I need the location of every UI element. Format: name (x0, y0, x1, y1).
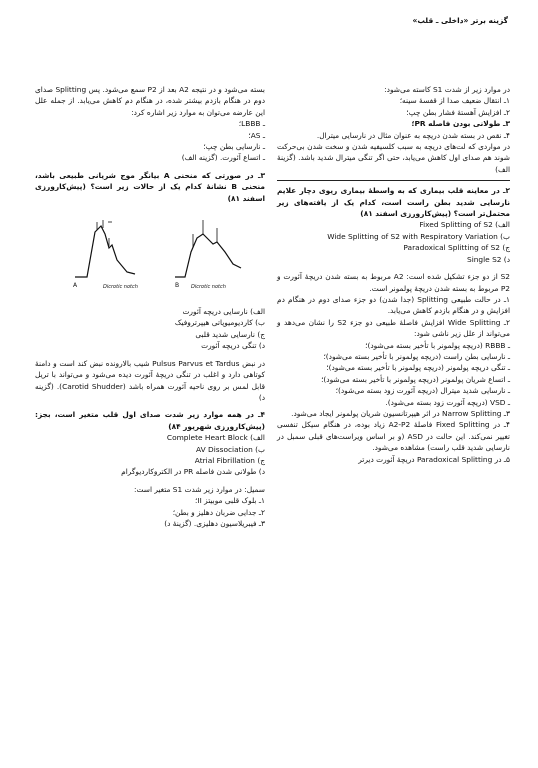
list-item: ـ اتساع آئورت. (گزینه الف) (181, 153, 265, 163)
option-c: ج) نارسایی شدید قلبی (195, 329, 265, 339)
answer-paragraph: ۳ـ Narrow Splitting در اثر هیپرتانسیون شریان پولمونر ایجاد می‌شود. (291, 408, 510, 418)
option-b: Wide Splitting of S2 with Respiratory Variation (ب (327, 231, 510, 241)
question-2: ۲ـ در معاینه قلب بیماری که به واسطهٔ بیماری ریوی دچار علایم نارسایی شدید بطن راست است، کدام یک از یافته‌های زیر محتمل‌تر است؟ (پیش‌کارورزی اسفند ۸۱) (277, 186, 510, 219)
option-a: الف) نارسایی دریچه آئورت (182, 307, 265, 317)
list-item: ـ LBBB؛ (238, 119, 265, 129)
option-d: د) تنگی دریچه آئورت (201, 341, 265, 351)
curve-a (75, 220, 135, 277)
dicrotic-notch-caption-b: Dicrotic notch (191, 284, 226, 291)
option-d: Single S2 (د (467, 254, 510, 264)
option-c: Atrial Fibrillation (ج (194, 455, 265, 465)
answer-paragraph: ـ نارسایی بطن راست (دریچه پولمونر با تأخیر بسته می‌شود)؛ (323, 351, 510, 361)
q4-answer-intro: سمیل: در موارد زیر شدت S1 متغیر است: (134, 484, 265, 494)
left-column (35, 84, 265, 529)
question-4: ۴ـ در همه موارد زیر شدت صدای اول قلب متغیر است، بجز: (پیش‌کارورزی شهریور ۸۴) (35, 410, 265, 431)
answer-paragraph: ـ نارسایی شدید میترال (دریچه آئورت زود بسته می‌شود)؛ (335, 386, 510, 396)
option-d: د) طولانی شدن فاصله PR در الکتروکاردیوگرام (121, 467, 265, 477)
list-item: ـ AS؛ (248, 130, 265, 140)
answer-paragraph: ـ تنگی دریچه پولمونر (دریچه پولمونر با تأخیر بسته می‌شود)؛ (326, 363, 510, 373)
dicrotic-notch-caption-a: Dicrotic notch (103, 284, 138, 291)
answer-paragraph: ـ VSD (دریچه آئورت زود بسته می‌شود). (385, 397, 510, 407)
q3-answer: در نبض Pulsus Parvus et Tardus شیب بالارونده نبض کند است و دامنهٔ کوتاهی دارد و اغلب در تنگی دریچهٔ آئورت دیده می‌شود و می‌تواند با تریل قابل لمس بر روی ناحیه آئورت همراه باشد (Carotid Shudder). (گزینه د) (35, 358, 266, 402)
curve-b (175, 220, 241, 277)
answer-paragraph: ۲ـ Wide Splitting افزایش فاصلهٔ طبیعی دو جزء S2 را نشان می‌دهد و می‌تواند از علل زیر ناشی شود: (277, 317, 511, 339)
list-item: ۳ـ فیبریلاسیون دهلیزی. (گزینهٔ د) (164, 518, 265, 528)
option-c: Paradoxical Splitting of S2 (ج (403, 243, 510, 253)
option-a: Complete Heart Block (الف (166, 433, 265, 443)
right-column (277, 84, 510, 465)
continuation-text: بسته می‌شود و در نتیجه A2 بعد از P2 سمع می‌شود. پس Splitting صدای دوم در هنگام بازدم بیشتر شده، در هنگام دم کاهش می‌یابد. از جمله علل این عارضه می‌توان به موارد زیر اشاره کرد: (35, 85, 265, 117)
curve-b-label: B (175, 282, 180, 290)
option-a: Fixed Splitting of S2 (الف (419, 220, 510, 230)
divider (277, 180, 510, 181)
pulse-waveform-figure (35, 212, 265, 302)
option-b: AV Dissociation (ب (196, 444, 265, 454)
list-item: ـ نارسایی بطن چپ؛ (203, 142, 265, 152)
list-item: ۳ـ طولانی بودن فاصله PR؛ (411, 119, 510, 129)
list-item: ۱ـ انتقال ضعیف صدا از قفسهٔ سینه؛ (399, 96, 510, 106)
page-header: گزینه برتر «داخلی ـ قلب» (412, 16, 508, 25)
answer-paragraph: S2 از دو جزء تشکیل شده است: A2 مربوط به بسته شدن دریچهٔ آئورت و P2 مربوط به بسته شدن دریچهٔ پولمونر است. (277, 272, 511, 293)
option-b: ب) کاردیومیوپاتی هیپرتروفیک (174, 318, 265, 328)
pulse-waveform-svg (35, 212, 265, 302)
list-item: ۲ـ جدایی ضربان دهلیز و بطن؛ (172, 507, 265, 517)
answer-paragraph: ـ RBBB (دریچه پولمونر با تأخیر بسته می‌شود)؛ (365, 340, 510, 350)
curve-a-label: A (73, 282, 78, 290)
answer-paragraph: ـ اتساع شریان پولمونر (دریچه پولمونر با تأخیر بسته می‌شود)؛ (321, 374, 510, 384)
list-item: ۴ـ نقص در بسته شدن دریچه به عنوان مثال در نارسایی میترال. (316, 130, 510, 140)
answer-paragraph: ۴ـ در Fixed Splitting فاصلهٔ A2-P2 زیاد بوده، در هنگام سیکل تنفسی تغییر نمی‌کند. این حالت در ASD (و بر اساس ویراست‌های قبلی سمبل در نارسایی شدید قلب راست) مشاهده می‌شود. (277, 420, 510, 453)
answer-paragraph: ۵ـ در Paradoxical Splitting دریچهٔ آئورت دیرتر (358, 454, 510, 464)
q-intro: در موارد زیر از شدت S1 کاسته می‌شود: (384, 85, 510, 94)
list-item: ۲ـ افزایش آهستهٔ فشار بطن چپ؛ (406, 107, 510, 117)
conclusion-text: در مواردی که لت‌های دریچه به سبب کلسیفیه شدن و سخت شدن بی‌حرکت شوند هم صدای اول کاهش می‌یابد، حتی اگر تنگی میترال شدید باشد. (گزینهٔ الف) (277, 142, 510, 174)
question-3: ۳ـ در صورتی که منحنی A بیانگر موج شریانی طبیعی باشد، منحنی B نشانهٔ کدام یک از حالات زیر است؟ (پیش‌کارورزی اسفند ۸۱) (35, 170, 266, 203)
list-item: ۱ـ بلوک قلبی موبیتز II؛ (195, 496, 265, 506)
answer-paragraph: ۱ـ در حالت طبیعی Splitting (جدا شدن) دو جزء صدای دوم در هنگام دم افزایش و در هنگام بازدم کاهش می‌یابد. (277, 294, 510, 316)
